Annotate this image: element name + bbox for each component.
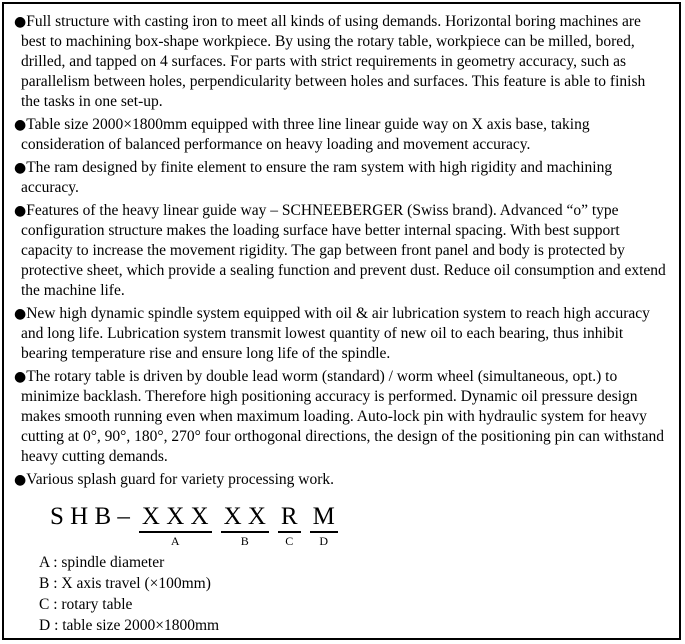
legend-item-b: B : X axis travel (×100mm) xyxy=(39,575,211,592)
bullet-icon: ● xyxy=(14,472,27,488)
bullet-icon: ● xyxy=(14,306,27,322)
feature-text: The ram designed by finite element to ensure the ram system with high rigidity and machining accuracy. xyxy=(21,159,613,196)
feature-text: Full structure with casting iron to meet all kinds of using demands. Horizontal boring machines are best to machining box-shape workpiece. By using the rotary table, workpiece can be milled, bored, drilled, and tapped on 4 surfaces. For parts with strict requirements in geometry accuracy, such as parallelism between holes, perpendicularity between holes and surfaces. This feature is able to finish the tasks in one set-up. xyxy=(21,13,646,110)
model-code-label: D xyxy=(319,534,329,548)
feature-item xyxy=(14,158,668,198)
model-code-letters: X X xyxy=(221,504,269,533)
model-code-legend xyxy=(39,552,668,636)
model-code-label: C xyxy=(285,534,294,548)
feature-text: Table size 2000×1800mm equipped with three line linear guide way on X axis base, taking consideration of balanced performance on heavy loading and movement accuracy. xyxy=(21,116,590,153)
legend-item-c: C : rotary table xyxy=(39,596,133,613)
feature-item xyxy=(14,201,668,301)
model-code-label: B xyxy=(240,534,249,548)
model-code-diagram xyxy=(50,504,668,547)
model-code-prefix: S H B – xyxy=(50,503,130,530)
bullet-icon: ● xyxy=(14,160,27,176)
feature-item xyxy=(14,367,668,467)
bullet-icon: ● xyxy=(14,203,27,219)
bullet-icon: ● xyxy=(14,117,27,133)
bullet-icon: ● xyxy=(14,14,27,30)
model-code-group-b xyxy=(221,504,269,547)
legend-item-a: A : spindle diameter xyxy=(39,554,165,571)
model-code-letters: X X X xyxy=(139,504,212,533)
model-code-group-c xyxy=(278,504,301,547)
model-code-group-d xyxy=(310,504,338,547)
feature-text: Various splash guard for variety processing work. xyxy=(26,471,334,488)
feature-item xyxy=(14,12,668,112)
bullet-icon: ● xyxy=(14,369,27,385)
document-content xyxy=(14,12,668,636)
feature-item xyxy=(14,115,668,155)
feature-item xyxy=(14,304,668,364)
feature-text: Features of the heavy linear guide way – SCHNEEBERGER (Swiss brand). Advanced “o” type configuration structure makes the loading surface have better internal spacing. With best support capacity to increase the movement rigidity. The gap between front panel and body is protected by protective sheet, which provide a sealing function and prevent dust. Reduce oil consumption and extend the machine life. xyxy=(21,202,666,299)
model-code-group-a xyxy=(139,504,212,547)
model-code-label: A xyxy=(170,534,180,548)
feature-text: New high dynamic spindle system equipped with oil & air lubrication system to reach high accuracy and long life. Lubrication system transmit lowest quantity of new oil to each bearing, thus inhibit bearing temperature rise and ensure long life of the spindle. xyxy=(21,305,650,362)
feature-text: The rotary table is driven by double lead worm (standard) / worm wheel (simultaneous, opt.) to minimize backlash. Therefore high positioning accuracy is performed. Dynamic oil pressure design makes smooth running even when maximum loading. Auto-lock pin with hydraulic system for heavy cutting at 0°, 90°, 180°, 270° four orthogonal directions, the design of the positioning pin can withstand heavy cutting demands. xyxy=(21,368,664,465)
model-code-letters: M xyxy=(310,504,338,533)
model-code-letters: R xyxy=(278,504,301,533)
feature-item xyxy=(14,470,668,490)
legend-item-d: D : table size 2000×1800mm xyxy=(39,617,220,634)
